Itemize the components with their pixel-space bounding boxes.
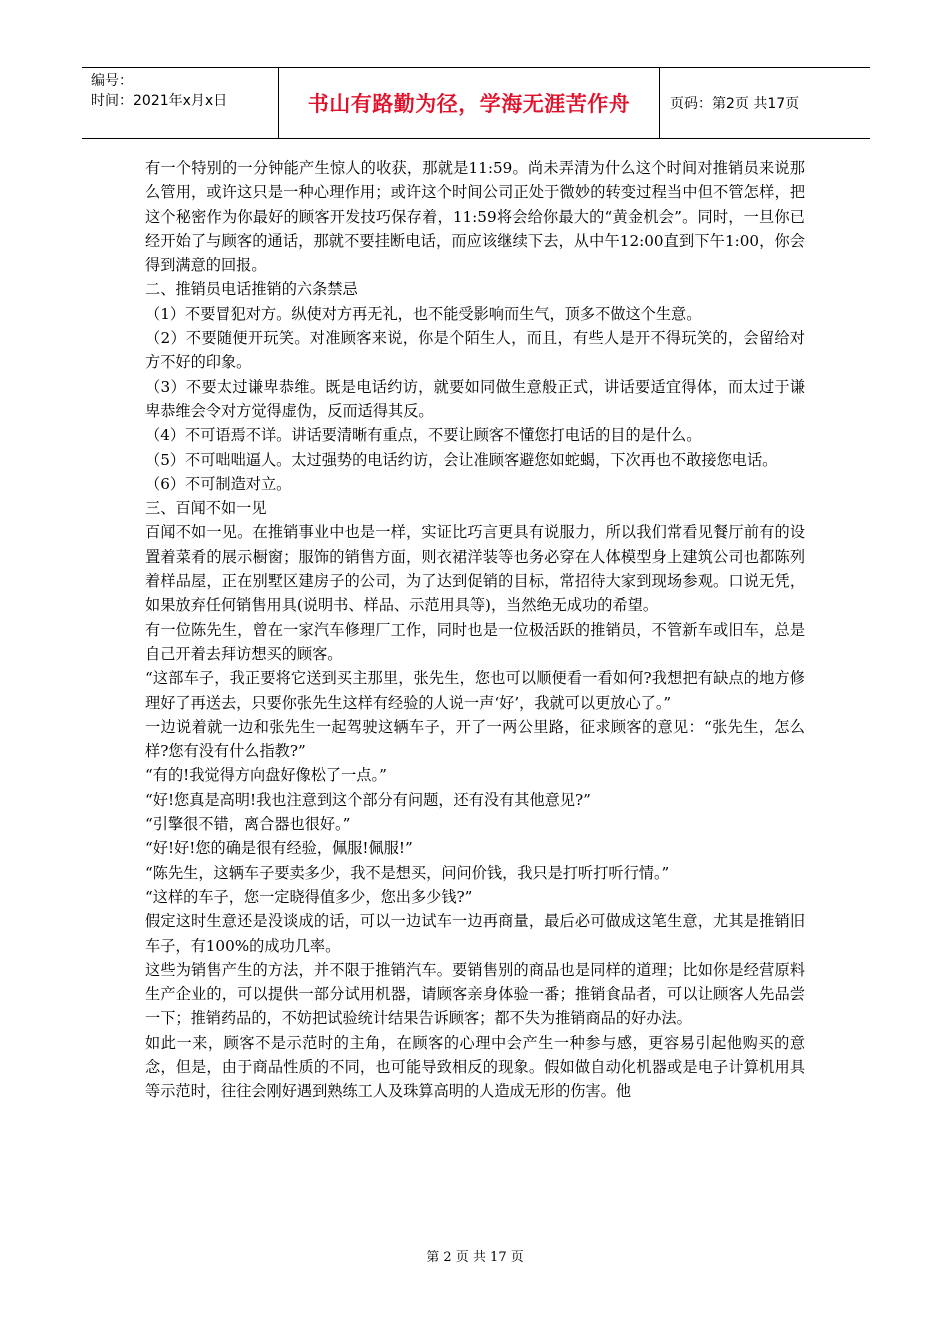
- page-header: [82, 67, 870, 139]
- header-page-cell: [660, 68, 870, 138]
- paragraph: 一边说着就一边和张先生一起驾驶这辆车子，开了一两公里路，征求顾客的意见：“张先生，怎么样?您有没有什么指教?”: [145, 717, 805, 761]
- section-heading: 三、百闻不如一见: [145, 499, 267, 518]
- paragraph: 如此一来，顾客不是示范时的主角，在顾客的心理中会产生一种参与感，更容易引起他购买的意念，但是，由于商品性质的不同，也可能导致相反的现象。假如做自动化机器或是电子计算机用具等示范时，往往会刚好遇到熟练工人及珠算高明的人造成无形的伤害。他: [145, 1033, 805, 1101]
- list-item: （6）不可制造对立。: [145, 474, 292, 493]
- list-item: （5）不可咄咄逼人。太过强势的电话约访，会让准顾客避您如蛇蝎，下次再也不敢接您电话。: [145, 450, 778, 469]
- document-number-label: 编号：: [91, 73, 133, 89]
- header-motto: 书山有路勤为径，学海无涯苦作舟: [307, 92, 631, 116]
- dialogue-line: “这样的车子，您一定晓得值多少，您出多少钱?”: [145, 887, 473, 906]
- dialogue-line: “有的!我觉得方向盘好像松了一点。”: [145, 766, 387, 785]
- page-footer: 第 2 页 共 17 页: [426, 1250, 524, 1265]
- list-item: （3）不要太过谦卑恭维。既是电话约访，就要如同做生意般正式，讲话要适宜得体，而太过于谦卑恭维会令对方觉得虚伪，反而适得其反。: [145, 377, 805, 420]
- paragraph: 这些为销售产生的方法，并不限于推销汽车。要销售别的商品也是同样的道理；比如你是经营原料生产企业的，可以提供一部分试用机器，请顾客亲身体验一番；推销食品者，可以让顾客人先品尝一下；推销药品的，不妨把试验统计结果告诉顾客；都不失为推销商品的好办法。: [145, 960, 805, 1028]
- dialogue-line: “好!您真是高明!我也注意到这个部分有问题，还有没有其他意见?”: [145, 790, 591, 809]
- header-page-info: 页码：第2页 共17页: [670, 96, 800, 112]
- list-item: （2）不要随便开玩笑。对准顾客来说，你是个陌生人，而且，有些人是开不得玩笑的，会留给对方不好的印象。: [145, 329, 805, 372]
- list-item: （4）不可语焉不详。讲话要清晰有重点，不要让顾客不懂您打电话的目的是什么。: [145, 426, 702, 445]
- section-heading: 二、推销员电话推销的六条禁忌: [145, 280, 358, 299]
- document-date: 时间：2021年x月x日: [91, 93, 228, 109]
- document-body: [145, 156, 805, 1104]
- dialogue-line: “陈先生，这辆车子要卖多少，我不是想买，问问价钱，我只是打听打听行情。”: [145, 863, 670, 882]
- dialogue-line: “好!好!您的确是很有经验，佩服!佩服!”: [145, 839, 413, 858]
- header-meta-cell: [82, 68, 279, 138]
- paragraph: 有一个特别的一分钟能产生惊人的收获，那就是11:59。尚未弄清为什么这个时间对推销员来说那么管用，或许这只是一种心理作用；或许这个时间公司正处于微妙的转变过程当中但不管怎样，把这个秘密作为你最好的顾客开发技巧保存着，11:59将会给你最大的“黄金机会”。同时，一旦你已经开始了与顾客的通话，那就不要挂断电话，而应该继续下去，从中午12:00直到下午1:00，你会得到满意的回报。: [145, 159, 805, 275]
- header-motto-cell: [279, 68, 660, 138]
- list-item: （1）不要冒犯对方。纵使对方再无礼，也不能受影响而生气，顶多不做这个生意。: [145, 304, 702, 323]
- paragraph: 百闻不如一见。在推销事业中也是一样，实证比巧言更具有说服力，所以我们常看见餐厅前有的设置着菜肴的展示橱窗；服饰的销售方面，则衣裙洋装等也务必穿在人体模型身上建筑公司也都陈列着样品屋，正在别墅区建房子的公司，为了达到促销的目标，常招待大家到现场参观。口说无凭，如果放弃任何销售用具(说明书、样品、示范用具等)，当然绝无成功的希望。: [145, 523, 805, 615]
- paragraph: 假定这时生意还是没谈成的话，可以一边试车一边再商量，最后必可做成这笔生意，尤其是推销旧车子，有100%的成功几率。: [145, 912, 805, 955]
- dialogue-line: “引擎很不错，离合器也很好。”: [145, 815, 351, 834]
- dialogue-line: “这部车子，我正要将它送到买主那里，张先生，您也可以顺便看一看如何?我想把有缺点的地方修理好了再送去，只要你张先生这样有经验的人说一声‘好’，我就可以更放心了。”: [145, 669, 805, 712]
- paragraph: 有一位陈先生，曾在一家汽车修理厂工作，同时也是一位极活跃的推销员，不管新车或旧车，总是自己开着去拜访想买的顾客。: [145, 620, 805, 663]
